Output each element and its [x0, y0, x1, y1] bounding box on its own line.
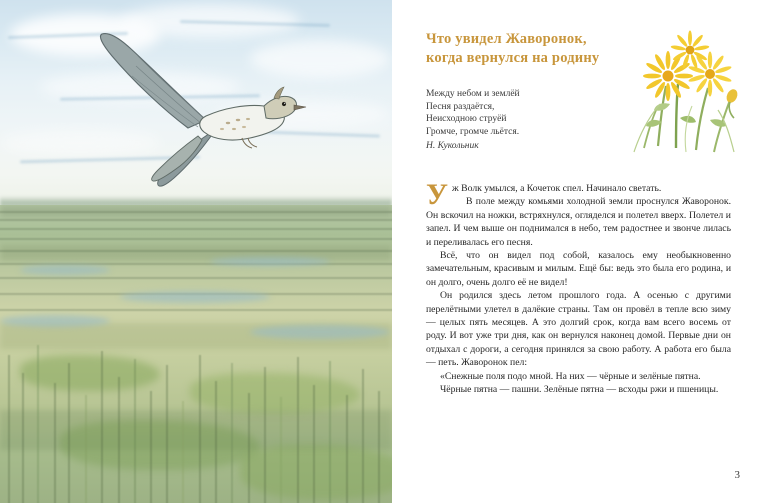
green-patch — [240, 445, 392, 500]
furrow-line — [0, 228, 392, 230]
page-title-line1: Что увидел Жаворонок, — [426, 31, 587, 47]
story-body — [426, 178, 731, 397]
furrow-line — [0, 219, 392, 221]
epigraph-line: Неисходною струёй — [426, 114, 507, 125]
grass-stroke — [264, 367, 266, 503]
grass-stroke — [182, 401, 184, 503]
paragraph: В поле между комьями холодной земли проснулся Жаворонок. Он вскочил на ножки, встряхнулся, огляделся и полетел вверх. Полетел и запел. И чем выше он поднимался в небо, тем радостнее и звонче лилась и переливалась его песня. — [426, 196, 731, 248]
epigraph-author: Н. Кукольник — [426, 141, 479, 152]
grass-stroke — [85, 395, 87, 503]
puddle — [250, 325, 390, 339]
field-foreground — [0, 205, 392, 503]
paragraph: Всё, что он видел под собой, казалось ему необыкновенно замечательным, красивым и милым. Ещё бы: ведь это была его родина, и он долго, очень долго её не видел! — [426, 250, 731, 288]
grass-stroke — [199, 355, 201, 503]
grass-stroke — [248, 393, 250, 503]
paragraph: «Снежные поля подо мной. На них — чёрные и зелёные пятна. — [440, 370, 701, 382]
puddle — [0, 315, 110, 327]
page-title — [426, 30, 626, 68]
paragraph: Чёрные пятна — пашни. Зелёные пятна — всходы ржи и пшеницы. — [440, 384, 719, 396]
field-band — [0, 245, 392, 261]
grass-stroke — [68, 363, 70, 503]
grass-stroke — [134, 359, 136, 503]
green-patch — [20, 355, 160, 391]
puddle — [210, 257, 330, 266]
grass-stroke — [8, 355, 10, 503]
page-number: 3 — [734, 469, 740, 481]
grass-stroke — [37, 345, 39, 503]
grass-stroke — [101, 351, 103, 503]
grass-stroke — [150, 391, 152, 503]
grass-stroke — [329, 361, 331, 503]
page-title-line2: когда вернулся на родину — [426, 50, 600, 66]
green-patch — [60, 420, 260, 470]
paragraph — [426, 178, 731, 211]
epigraph-line: Между небом и землёй — [426, 89, 520, 99]
paragraph-text: ж Волк умылся, а Кочеток спел. Начинало светать. — [452, 183, 662, 194]
grass-stroke — [215, 381, 217, 503]
epigraph — [426, 88, 641, 153]
grass-stroke — [118, 377, 120, 503]
furrow-line — [0, 238, 392, 240]
grass-stroke — [378, 391, 380, 503]
right-page-text — [392, 0, 770, 503]
grass-stroke — [297, 357, 299, 503]
puddle — [120, 291, 270, 303]
paragraph: Он родился здесь летом прошлого года. А осенью с другими перелётными улетел в далёкие страны. Там он провёл в тепле всю зиму — целых пять месяцев. А это долгий срок, когда вам всего восемь от роду. И вот уже три дня, как он вернулся наконец домой. Первые дни он отдыхал с дороги, а сегодня принялся за свою работу. А работа его была — петь. Жаворонок пел: — [426, 290, 731, 369]
furrow-line — [0, 211, 392, 213]
grass-stroke — [166, 365, 168, 503]
drop-cap: У — [426, 178, 449, 211]
grass-stroke — [54, 383, 56, 503]
furrow-line — [0, 277, 392, 279]
grass-stroke — [231, 363, 233, 503]
skylark-bird — [78, 28, 308, 208]
puddle — [20, 265, 110, 275]
epigraph-line: Песня раздаётся, — [426, 101, 495, 112]
grass-stroke — [280, 397, 282, 503]
epigraph-line: Громче, громче льётся. — [426, 126, 520, 137]
grass-stroke — [22, 373, 24, 503]
grass-stroke — [362, 369, 364, 503]
grass-stroke — [346, 395, 348, 503]
furrow-line — [0, 309, 392, 311]
grass-stroke — [313, 385, 315, 503]
furrow-line — [0, 250, 392, 252]
